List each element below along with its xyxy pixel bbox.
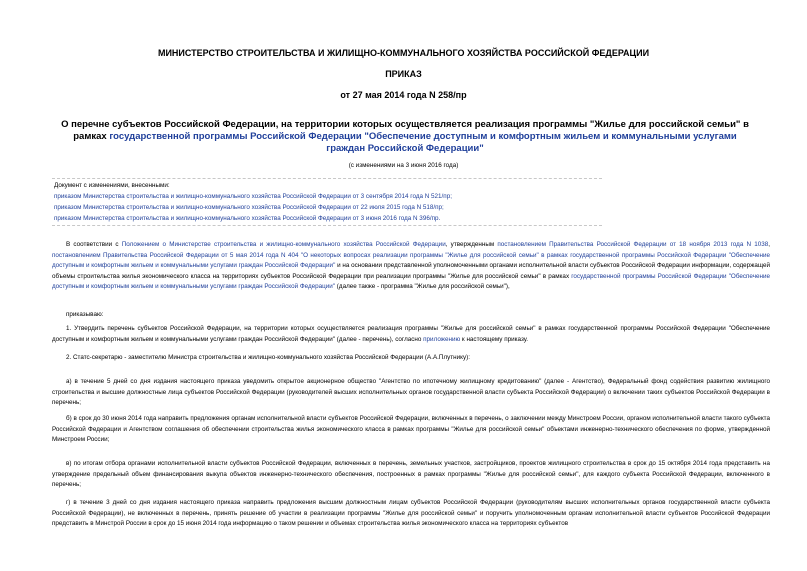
order-date: от 27 мая 2014 года N 258/пр (340, 90, 467, 100)
resolution-1038-link[interactable]: постановлением Правительства Российской Федерации от 18 ноября 2013 года N 1038 (497, 241, 769, 248)
item-2a: а) в течение 5 дней со дня издания настоящего приказа уведомить открытое акционерное общество "Агентство по ипотечному жилищному кредитованию" (далее - Агентство), Федеральный фонд содействия развитию жилищного строительства и высшие должностные лица субъектов Российской Федерации (руководителей высших исполнительных органов государственной власти субъекта Российской Федерации) о включении таких субъектов Российской Федерации в перечень; (52, 378, 770, 407)
state-program-link[interactable]: государственной программы Российской Федерации "Обеспечение доступным и комфортным жильем и коммунальными услугами граждан Российской Федерации" (52, 272, 770, 291)
title-text: О перечне субъектов Российской Федерации, на территории которых осуществляется реализация программы "Жилье для российской семьи" в рамках (61, 119, 749, 142)
regulation-link[interactable]: Положением о Министерстве строительства и жилищно-коммунального хозяйства Российской Федерации (121, 241, 446, 248)
document-type: ПРИКАЗ (385, 69, 422, 79)
item-2b: б) в срок до 30 июня 2014 года направить предложения органам исполнительной власти субъектов Российской Федерации, включенных в перечень, о заключении между Минстроем России, органом исполнительной власти такого субъекта Российской Федерации и Агентством соглашения об обеспечении строительства жилья экономического класса в рамках программы "Жилье для российской семьи" объектами инженерно-технического обеспечения по форме, утвержденной Минстроем России; (52, 415, 770, 444)
ministry-name: МИНИСТЕРСТВО СТРОИТЕЛЬСТВА И ЖИЛИЩНО-КОММУНАЛЬНОГО ХОЗЯЙСТВА РОССИЙСКОЙ ФЕДЕРАЦИИ (157, 48, 650, 58)
basis-text-1: В соответствии с (66, 241, 122, 248)
item-2v: в) по итогам отбора органами исполнительной власти субъектов Российской Федерации, включенных в перечень, земельных участков, застройщиков, проектов жилищного строительства в срок до 15 октября 2014 года представить на утверждение предельный объем финансирования выкупа объектов инженерно-технического обеспечения, построенных в рамках программы "Жилье для российской семьи", для каждого субъекта Российской Федерации, включенного в перечень; (52, 460, 770, 489)
basis-text-4: и на основании представленной уполномоченными органами исполнительной власти субъектов Российской Федерации информации, содержащей объемы строительства жилья экономического класса на территориях субъектов Российской Федерации при реализации программы "Жилье для российской семьи" в рамках (52, 262, 770, 280)
amendment-note: (с изменениями на 3 июня 2016 года) (348, 162, 459, 169)
item-1-text-1: 1. Утвердить перечень субъектов Российской Федерации, на территории которых осуществляется реализация программы "Жилье для российской семьи" в рамках государственной программы Российской Федерации "Обеспечение доступным и комфортным жильем и коммунальными услугами граждан Российской Федерации" (далее - перечень), согласно (52, 325, 770, 343)
item-2: 2. Статс-секретарю - заместителю Министра строительства и жилищно-коммунального хозяйства Российской Федерации (А.А.Плутнику): (66, 354, 470, 361)
order-directive: приказываю: (66, 311, 104, 318)
amendments-box (52, 178, 602, 226)
amendments-heading: Документ с изменениями, внесенными: (54, 182, 170, 189)
appendix-link[interactable]: приложению (423, 335, 461, 343)
resolution-404-link[interactable]: постановлением Правительства Российской Федерации от 5 мая 2014 года N 404 "О некоторых вопросах реализации программы "Жилье для российской семьи" в рамках государственной программы Российской Федерации "Обеспечение доступным и комфортным жильем и коммунальными услугами граждан Российской Федерации" (52, 251, 770, 270)
amendment-link-2[interactable]: приказом Министерства строительства и жилищно-коммунального хозяйства Российской Федерации от 22 июля 2015 года N 518/пр; (54, 204, 444, 211)
item-1-text-2: к настоящему приказу. (460, 335, 529, 343)
basis-text-5: (далее также - программа "Жилье для российской семьи"), (335, 283, 510, 291)
basis-text-3: , (768, 241, 771, 248)
basis-paragraph (52, 240, 770, 293)
amendment-link-1[interactable]: приказом Министерства строительства и жилищно-коммунального хозяйства Российской Федерации от 3 сентября 2014 года N 521/пр; (54, 193, 452, 200)
document-title (60, 119, 750, 155)
item-1 (52, 324, 770, 345)
title-program-link[interactable]: государственной программы Российской Федерации "Обеспечение доступным и комфортным жильем и коммунальными услугами граждан Российской Федерации" (109, 131, 737, 154)
item-2g: г) в течение 3 дней со дня издания настоящего приказа направить предложения высшим должностным лицам субъектов Российской Федерации (руководителям высших исполнительных органов государственной власти субъекта Российской Федерации), не включенных в перечень, принять решение об участии в реализации программы "Жилье для российской семьи" и поручить уполномоченным органам исполнительной власти субъектов Российской Федерации представить в Минстрой России в срок до 15 июня 2014 года информацию о таком решении и объемах строительства жилья экономического класса на территориях субъектов (52, 499, 770, 528)
basis-text-2: , утвержденным (445, 241, 498, 248)
amendment-link-3[interactable]: приказом Министерства строительства и жилищно-коммунального хозяйства Российской Федерации от 3 июня 2016 года N 396/пр. (54, 215, 441, 222)
